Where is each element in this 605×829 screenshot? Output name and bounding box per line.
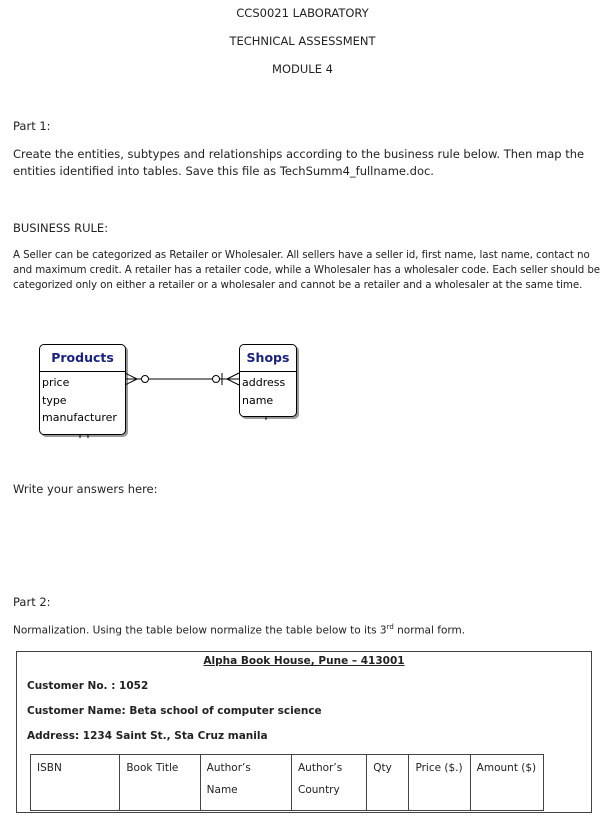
- column-header: Book Title: [120, 755, 200, 811]
- assessment-title: TECHNICAL ASSESSMENT: [229, 34, 376, 48]
- entity-attribute: price: [42, 376, 70, 389]
- part2-instructions: [13, 623, 465, 637]
- part1-label: Part 1:: [13, 119, 51, 133]
- column-header: Author’s Name: [200, 755, 291, 811]
- answer-prompt: Write your answers here:: [13, 482, 158, 496]
- column-header: Author’s Country: [292, 755, 367, 811]
- entity-attribute: manufacturer: [42, 411, 117, 424]
- line-items-table: [30, 754, 544, 811]
- module-title: MODULE 4: [272, 62, 333, 76]
- store-heading: Alpha Book House, Pune – 413001: [203, 655, 405, 667]
- customer-name: Customer Name: Beta school of computer science: [27, 705, 322, 717]
- column-header: Amount ($): [470, 755, 543, 811]
- column-header: ISBN: [31, 755, 120, 811]
- part1-instructions: Create the entities, subtypes and relationships according to the business rule below. Then map the entities identified into tables. Save this file as TechSumm4_fullname.doc.: [13, 147, 585, 178]
- entity-title: Shops: [240, 345, 296, 372]
- column-header: Qty: [367, 755, 409, 811]
- table-header-row: [31, 755, 544, 811]
- entity-attribute: type: [42, 393, 67, 407]
- part2-label: Part 2:: [13, 595, 51, 609]
- customer-address: Address: 1234 Saint St., Sta Cruz manila: [27, 730, 268, 742]
- course-title: CCS0021 LABORATORY: [236, 6, 369, 20]
- column-header: Price ($.): [409, 755, 470, 811]
- business-rule-text: A Seller can be categorized as Retailer or Wholesaler. All sellers have a seller id, first name, last name, contact no and maximum credit. A retailer has a retailer code, while a Wholesaler has a wholesaler code. Each seller should be categorized only on either a retailer or a wholesaler and cannot be a retailer and a wholesaler at the same time.: [13, 249, 601, 291]
- entity-title: Products: [40, 345, 125, 372]
- entity-attribute: address: [242, 376, 286, 389]
- instructions-text: Normalization. Using the table below normalize the table below to its 3: [13, 624, 387, 637]
- instructions-superscript: rd: [386, 623, 394, 631]
- business-rule-label: BUSINESS RULE:: [13, 221, 109, 235]
- instructions-text-end: normal form.: [393, 624, 466, 637]
- customer-number: Customer No. : 1052: [27, 680, 149, 692]
- entity-attribute: name: [242, 393, 274, 407]
- invoice-table: [16, 651, 592, 813]
